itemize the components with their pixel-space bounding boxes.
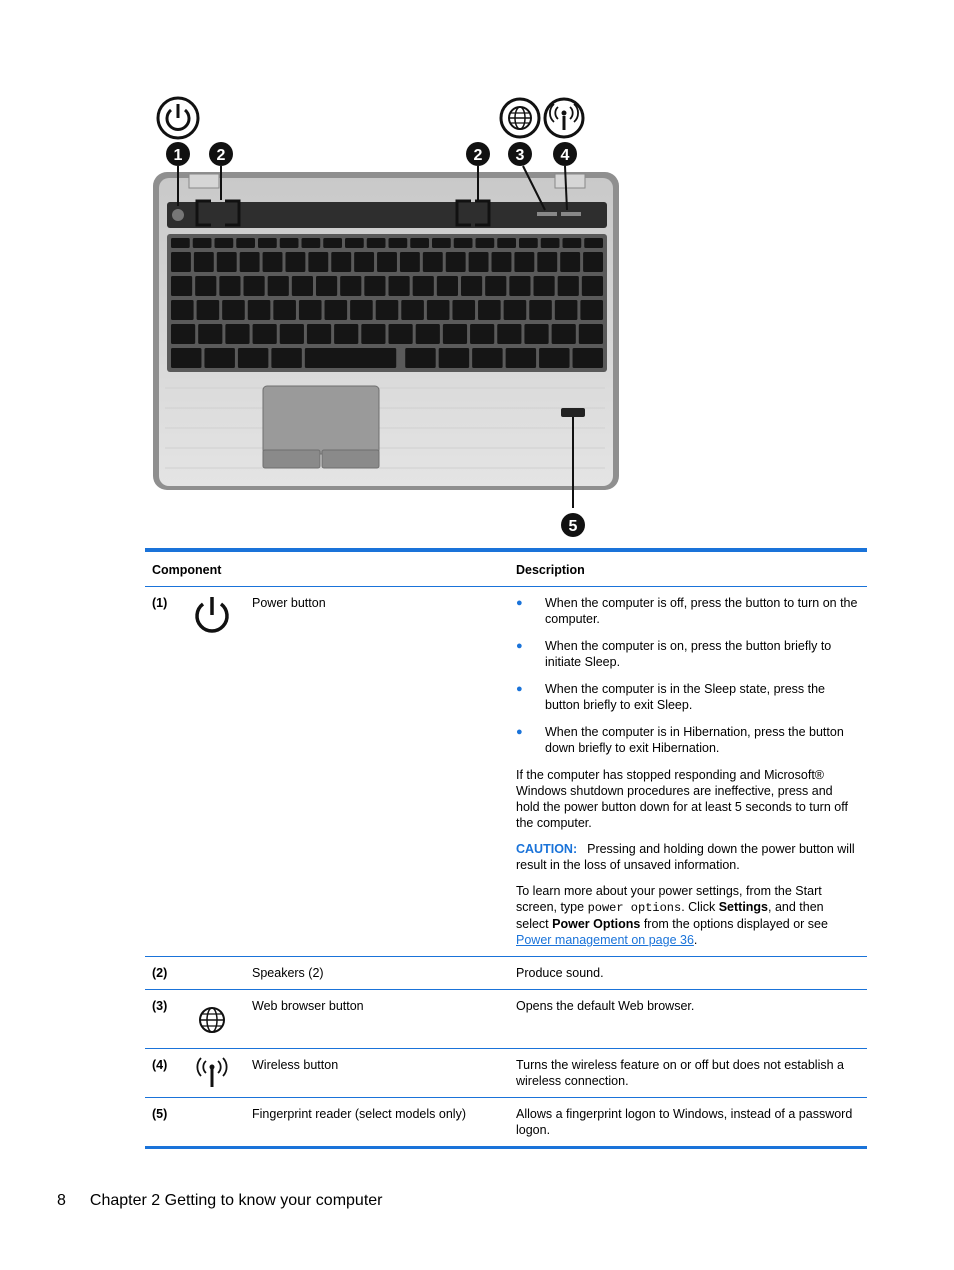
keyboard-key [558, 276, 579, 296]
callout-2-left-label: 2 [216, 147, 226, 164]
keyboard-key [253, 324, 277, 344]
callout-5-label: 5 [568, 518, 578, 535]
row-description: Allows a fingerprint logon to Windows, instead of a password logon. [516, 1107, 853, 1137]
list-item: ● When the computer is off, press the button to turn on the computer. [516, 596, 858, 626]
keyboard-key [194, 252, 214, 272]
components-table [145, 548, 867, 1149]
callout-1-label: 1 [173, 147, 183, 164]
keyboard-key [215, 238, 234, 248]
keyboard-key [446, 252, 466, 272]
keyboard-key [389, 324, 413, 344]
row-number: (5) [152, 1107, 168, 1121]
keyboard-key [268, 276, 289, 296]
keyboard-key [573, 348, 603, 368]
keyboard-key [299, 300, 322, 320]
keyboard-key [524, 324, 548, 344]
keyboard-key [367, 238, 386, 248]
keyboard-key [197, 300, 220, 320]
keyboard-key [280, 238, 299, 248]
keyboard-key [405, 348, 435, 368]
keyboard-key [537, 252, 557, 272]
keyboard-key [361, 324, 385, 344]
keyboard-key [217, 252, 237, 272]
keyboard-key [423, 252, 443, 272]
keyboard-key [248, 300, 271, 320]
touchpad [263, 386, 379, 454]
keyboard-key [509, 276, 530, 296]
keyboard-key [331, 252, 351, 272]
keyboard-key [171, 238, 190, 248]
keyboard-key [485, 276, 506, 296]
row-icon-cell [192, 1049, 252, 1098]
keyboard-key [323, 238, 342, 248]
callout-2-left [209, 142, 233, 166]
keyboard-key [219, 276, 240, 296]
row-icon-cell [192, 587, 252, 957]
web-browser-icon [501, 99, 539, 137]
touchpad-right-button [322, 450, 379, 468]
caution-paragraph [516, 841, 859, 873]
keyboard-key [437, 276, 458, 296]
keyboard-key [580, 300, 603, 320]
table-row [145, 990, 867, 1049]
keyboard-key [334, 324, 358, 344]
keyboard-key [238, 348, 268, 368]
keyboard-key [280, 324, 304, 344]
keyboard-key [427, 300, 450, 320]
chapter-title: Chapter 2 Getting to know your computer [89, 1192, 383, 1209]
row-number: (3) [152, 999, 168, 1013]
power-button-on-figure [172, 209, 184, 221]
keyboard-key [584, 238, 603, 248]
shutdown-paragraph: If the computer has stopped responding and Microsoft® Windows shutdown procedures are ineffective, press and hold the power button down for at least 5 seconds to turn off the computer. [516, 768, 848, 830]
keyboard-key [506, 348, 536, 368]
table-row [145, 1049, 867, 1098]
keyboard-key [171, 300, 194, 320]
keyboard-key [478, 300, 501, 320]
keyboard-key [539, 348, 569, 368]
power-icon [158, 98, 198, 138]
wireless-button-on-figure [561, 212, 581, 216]
keyboard-key [492, 252, 512, 272]
row-component-name: Wireless button [252, 1058, 339, 1072]
page-footer [57, 1192, 383, 1210]
keyboard-key [534, 276, 555, 296]
keyboard-key [583, 252, 603, 272]
row-number: (4) [152, 1058, 168, 1072]
keyboard-key [439, 348, 469, 368]
keyboard-key [222, 300, 245, 320]
keyboard-key [225, 324, 249, 344]
keyboard-key [470, 324, 494, 344]
keyboard-key [529, 300, 552, 320]
caution-label: CAUTION: [516, 842, 578, 856]
header-description: Description [516, 563, 585, 577]
table-row [145, 587, 867, 957]
keyboard-key [519, 238, 538, 248]
keyboard-key [432, 238, 451, 248]
keyboard-key [340, 276, 361, 296]
keyboard-key [171, 252, 191, 272]
web-browser-icon [192, 1004, 232, 1038]
callout-5 [561, 513, 585, 537]
keyboard-key [413, 276, 434, 296]
keyboard-key [461, 276, 482, 296]
laptop-top-view-figure [145, 88, 625, 543]
page-number: 8 [57, 1192, 66, 1209]
keyboard-key [469, 252, 489, 272]
bullet-list [516, 595, 859, 756]
keyboard-key [171, 276, 192, 296]
keyboard-key [302, 238, 321, 248]
keyboard-key [376, 300, 399, 320]
keyboard-key [389, 238, 408, 248]
keyboard-key [193, 238, 212, 248]
callout-3 [508, 142, 532, 166]
keyboard-key [377, 252, 397, 272]
web-button-on-figure [537, 212, 557, 216]
keyboard-key [354, 252, 374, 272]
keyboard-key [497, 324, 521, 344]
keyboard-key [198, 324, 222, 344]
keyboard-key [476, 238, 495, 248]
keyboard-key [497, 238, 516, 248]
keyboard-key [452, 300, 475, 320]
keyboard-key [389, 276, 410, 296]
callout-2-right [466, 142, 490, 166]
row-description [516, 587, 867, 957]
row-description: Opens the default Web browser. [516, 999, 695, 1013]
keyboard-key [504, 300, 527, 320]
callout-2-right-label: 2 [473, 147, 483, 164]
fingerprint-reader-on-figure [561, 408, 585, 417]
keyboard-key [514, 252, 534, 272]
row-number: (2) [152, 966, 168, 980]
keyboard-key [410, 238, 429, 248]
list-item: ● When the computer is on, press the button briefly to initiate Sleep. [516, 639, 832, 669]
keyboard-key [454, 238, 473, 248]
row-component-name: Web browser button [252, 999, 364, 1013]
row-component-name: Fingerprint reader (select models only) [252, 1107, 466, 1121]
keyboard-key [244, 276, 265, 296]
power-settings-paragraph: To learn more about your power settings, from the Start screen, type power options. Click Settings, and then select Power Options from the options displayed or see Power management on page 36. [516, 884, 828, 947]
table-row [145, 957, 867, 990]
code-power-options: power options [587, 901, 682, 915]
keyboard-key [204, 348, 234, 368]
power-icon [192, 595, 232, 639]
keyboard-key [307, 324, 331, 344]
keyboard-key [292, 276, 313, 296]
row-description: Produce sound. [516, 966, 604, 980]
touchpad-left-button [263, 450, 320, 468]
keyboard-key [325, 300, 348, 320]
keyboard-key [258, 238, 277, 248]
keyboard-key [443, 324, 467, 344]
keyboard-key [364, 276, 385, 296]
keyboard-key [472, 348, 502, 368]
keyboard-key [400, 252, 420, 272]
keyboard-key [555, 300, 578, 320]
row-component-name: Speakers (2) [252, 966, 324, 980]
keyboard-key [273, 300, 296, 320]
callout-4-label: 4 [560, 147, 570, 164]
keyboard-key [171, 348, 201, 368]
list-item: ● When the computer is in Hibernation, press the button down briefly to exit Hibernation. [516, 725, 844, 755]
keyboard-key [563, 238, 582, 248]
row-component-name: Power button [252, 596, 326, 610]
header-component: Component [152, 563, 222, 577]
wireless-icon [545, 99, 583, 137]
wireless-icon [192, 1057, 232, 1089]
callout-4 [553, 142, 577, 166]
table-header-row [145, 550, 867, 587]
keyboard-key [416, 324, 440, 344]
callout-1 [166, 142, 190, 166]
keyboard-key [350, 300, 373, 320]
keyboard-key [171, 324, 195, 344]
row-number: (1) [152, 596, 168, 610]
keyboard-key [271, 348, 301, 368]
keyboard-key [308, 252, 328, 272]
row-icon-cell [192, 990, 252, 1049]
keyboard-key [195, 276, 216, 296]
power-management-link[interactable]: Power management on page 36 [516, 933, 694, 947]
keyboard-key [552, 324, 576, 344]
keyboard-key [345, 238, 364, 248]
keyboard-key [401, 300, 424, 320]
keyboard-key [236, 238, 255, 248]
keyboard-key [263, 252, 283, 272]
callout-3-label: 3 [515, 147, 525, 164]
keyboard-key [285, 252, 305, 272]
keyboard-key [582, 276, 603, 296]
keyboard-key [240, 252, 260, 272]
keyboard-key [560, 252, 580, 272]
row-description: Turns the wireless feature on or off but does not establish a wireless connection. [516, 1058, 844, 1088]
keyboard-key [305, 348, 396, 368]
keyboard-key [541, 238, 560, 248]
list-item: ● When the computer is in the Sleep state, press the button briefly to exit Sleep. [516, 682, 826, 712]
keyboard-key [579, 324, 603, 344]
table-row [145, 1098, 867, 1148]
keyboard-key [316, 276, 337, 296]
caution-text: Pressing and holding down the power button will result in the loss of unsaved information. [516, 842, 855, 872]
